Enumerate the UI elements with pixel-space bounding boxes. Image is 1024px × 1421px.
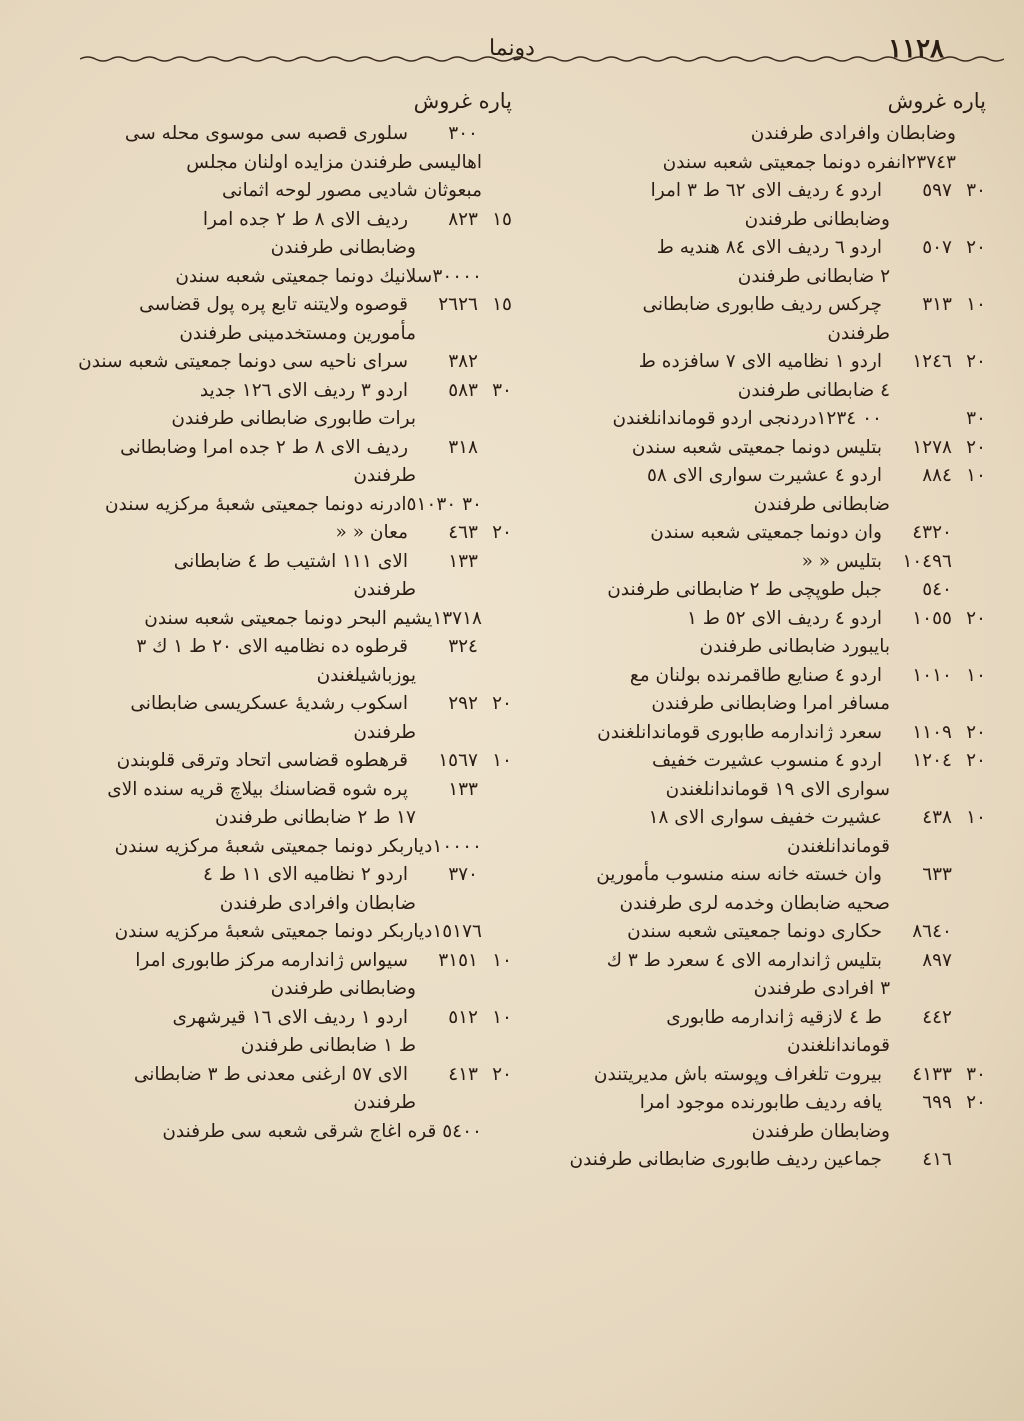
ledger-entry [530, 576, 986, 605]
entry-line [530, 605, 986, 634]
entry-line [530, 719, 986, 748]
entry-line [530, 1089, 986, 1118]
entry-amount: ٨٢٣ [448, 208, 478, 230]
entry-amount: ٥٩٧ [922, 180, 952, 201]
entry-line [62, 690, 512, 719]
entry-text: اردو ١ نظاميه الاى ٧ سافزده ط [638, 351, 882, 372]
running-title: دونما [489, 36, 535, 61]
ledger-entry [62, 177, 512, 206]
entry-para: ١٠ [492, 949, 512, 971]
entry-text: اردو ٢ نظاميه الاى ١١ ط ٤ [203, 864, 408, 885]
entry-amount: ١٥٦٧ [438, 750, 478, 771]
entry-continuation: ضابطان وافرادى طرفندن [219, 892, 416, 914]
entry-continuation: وضابطانى طرفندن [270, 978, 416, 999]
entry-text: الاى ١١١ اشتيب ط ٤ ضابطانى [173, 550, 408, 572]
ledger-entry [530, 434, 986, 463]
entry-line [530, 662, 986, 691]
entry-para: ١٥ [492, 208, 512, 230]
entry-line [62, 861, 512, 890]
entry-amount: ٦٣٣ [922, 864, 952, 885]
entry-text: رديف الاى ٨ ط ٢ جده امرا وضابطانى [120, 436, 408, 458]
entry-text: اردو ١ رديف الاى ١٦ قيرشهرى [172, 1006, 408, 1028]
entry-amount: ٥٠٧ [922, 237, 952, 258]
entry-continuation: مأمورين ومستخدمينى طرفندن [179, 322, 416, 344]
entry-amount: ٣١٣ [922, 294, 952, 315]
entry-line [530, 234, 986, 263]
ledger-entry [530, 405, 986, 434]
entry-line [62, 348, 512, 377]
ledger-entry [62, 548, 512, 605]
entry-amount: ٤٤٢ [922, 1006, 952, 1028]
entry-text: ٥٤٠٠ قره اغاج شرقى شعبه سى طرفندن [162, 1120, 482, 1142]
entry-text: قوصوه ولايتنه تابع پره پول قضاسى [139, 294, 408, 315]
entry-continuation: قوماندانلغندن [786, 1035, 890, 1056]
ledger-entry [62, 149, 512, 178]
entry-text: حكارى دونما جمعيتى شعبه سندن [627, 921, 882, 942]
ledger-entry [62, 519, 512, 548]
entry-amount: ٤١٣٣ [912, 1063, 952, 1085]
entry-text: الاى ٥٧ ارغنى معدنى ط ٣ ضابطانى [133, 1063, 408, 1085]
entry-text: اردو ٤ رديف الاى ٥٢ ط ١ [686, 607, 882, 629]
entry-amount: ١٢٧٨ [912, 436, 952, 458]
ledger-entry [530, 548, 986, 577]
entry-continuation: قوماندانلغندن [786, 835, 890, 857]
entry-line [530, 177, 986, 206]
entry-amount: ٦٩٩ [922, 1092, 952, 1113]
entry-continuation: طرفندن [353, 579, 416, 600]
entry-continuation: طرفندن [353, 1092, 416, 1113]
ledger-entry [530, 348, 986, 405]
entry-para: ١٠ [966, 807, 986, 828]
entry-amount: ٨٩٧ [922, 949, 952, 971]
entry-amount: ٣٧٠ [448, 864, 478, 885]
ledger-entry [530, 120, 986, 149]
entry-text: ط ٤ لازقيه ژاندارمه طابورى [666, 1006, 882, 1028]
entry-text: سلورى قصبه سى موسوى محله سى [124, 123, 408, 144]
entry-continuation: وضابطانى طرفندن [270, 237, 416, 258]
entry-line [62, 1004, 512, 1033]
entry-para: ٢٠ [966, 607, 986, 629]
entry-amount: ١٠١٠ [912, 664, 952, 686]
ledger-entry [530, 747, 986, 804]
entry-amount: ١٢٠٤ [912, 750, 952, 771]
entry-text: چركس رديف طابورى ضابطانى [642, 294, 882, 315]
entry-text: ٠٠ ١٢٣٤دردنجى اردو قوماندانلغندن [612, 408, 882, 429]
entry-text: ١٠٠٠٠دياربكر دونما جمعيتى شعبۀ مركزيه سندن [114, 835, 482, 857]
entry-continuation: طرفندن [353, 465, 416, 486]
entry-line [530, 434, 986, 463]
entry-line [530, 918, 986, 947]
ledger-entry [62, 1004, 512, 1061]
ledger-entry [62, 918, 512, 947]
entry-amount: ١٣٣ [448, 778, 478, 800]
ledger-entry [62, 776, 512, 833]
entry-continuation: وضابطانى طرفندن [744, 208, 890, 230]
entry-amount: ٣٨٢ [448, 351, 478, 372]
ledger-entry [530, 1004, 986, 1061]
ledger-entry [62, 747, 512, 776]
ledger-entry [530, 1146, 986, 1175]
entry-amount: ٤٦٣ [448, 522, 478, 543]
entry-text: جماعين رديف طابورى ضابطانى طرفندن [569, 1149, 882, 1170]
column-heading: پاره غروش [413, 89, 512, 113]
entry-text: رديف الاى ٨ ط ٢ جده امرا [202, 208, 408, 230]
entry-line [62, 776, 512, 805]
ledger-entry [530, 519, 986, 548]
entry-line [62, 434, 512, 463]
entry-amount: ١٢٤٦ [912, 351, 952, 372]
entry-text: اسكوب رشديۀ عسكريسى ضابطانى [130, 693, 408, 714]
entry-amount: ٢٩٢ [448, 693, 478, 714]
entry-continuation: ضابطانى طرفندن [753, 493, 890, 515]
entry-text: سيواس ژاندارمه مركز طابورى امرا [135, 949, 408, 971]
entry-continuation: صحيه ضابطان وخدمه لرى طرفندن [619, 892, 890, 914]
entry-text: بتليس دونما جمعيتى شعبه سندن [631, 436, 882, 458]
ledger-entry [62, 263, 512, 292]
ledger-entry [62, 348, 512, 377]
entry-para: ١٠ [966, 294, 986, 315]
entry-amount: ١٣٣ [448, 550, 478, 572]
entry-text: سراى ناحيه سى دونما جمعيتى شعبه سندن [78, 351, 408, 372]
entry-para: ٢٠ [966, 1092, 986, 1113]
ledger-entry [62, 633, 512, 690]
entry-text: جبل طوپچى ط ٢ ضابطانى طرفندن [607, 579, 882, 600]
entry-line [530, 861, 986, 890]
ledger-entry [530, 918, 986, 947]
entry-line [530, 576, 986, 605]
entry-para: ١٠ [492, 750, 512, 771]
right-column [530, 86, 986, 1175]
entry-amount: ٥٤٠ [922, 579, 952, 600]
entry-line [62, 947, 512, 976]
entry-text: اردو ٤ منسوب عشيرت خفيف [652, 750, 882, 771]
entry-text: سعرد ژاندارمه طابورى قوماندانلغندن [597, 721, 882, 743]
entry-para: ٢٠ [966, 721, 986, 743]
entry-para: ١٠ [492, 1006, 512, 1028]
entry-text: يافه رديف طابورنده موجود امرا [639, 1092, 882, 1113]
ledger-entry [530, 1089, 986, 1146]
ledger-entry [530, 149, 986, 178]
ledger-entry [530, 291, 986, 348]
entry-text: وان خسته خانه سنه منسوب مأمورين [596, 864, 882, 885]
entry-continuation: ٣ افرادى طرفندن [753, 978, 890, 999]
entry-continuation: بايبورد ضابطانى طرفندن [699, 636, 890, 657]
entry-amount: ٣٢٤ [448, 636, 478, 657]
entry-amount: ٣٠٠ [448, 123, 478, 144]
ledger-entry [530, 947, 986, 1004]
ledger-entry [530, 861, 986, 918]
ledger-entry [530, 719, 986, 748]
entry-text: پره شوه قضاسنك بيلاچ قريه سنده الاى [107, 778, 408, 800]
entry-line [530, 947, 986, 976]
entry-amount: ١١٠٩ [912, 721, 952, 743]
entry-amount: ١٠٥٥ [912, 607, 952, 629]
entry-text: قرهطوه قضاسى اتحاد وترقى قلوبندن [116, 750, 408, 771]
ledger-entry [62, 1061, 512, 1118]
header-wavy-rule [80, 54, 1004, 64]
entry-para: ٢٠ [966, 750, 986, 771]
ledger-entry [62, 833, 512, 862]
entry-para: ٢٠ [966, 351, 986, 372]
entry-para: ٢٠ [492, 693, 512, 714]
entry-continuation: ١٧ ط ٢ ضابطانى طرفندن [215, 807, 416, 828]
ledger-entry [530, 804, 986, 861]
ledger-entry [62, 377, 512, 434]
entry-amount: ٥٨٣ [448, 379, 478, 401]
entry-text: اهاليسى طرفندن مزايده اولنان مجلس [186, 151, 482, 173]
entry-amount: ١٠٤٩٦ [902, 550, 952, 572]
entry-text: اردو ٤ عشيرت سوارى الاى ٥٨ [646, 465, 882, 486]
entry-para: ٢٠ [966, 436, 986, 458]
entry-continuation: برات طابورى ضابطانى طرفندن [171, 408, 416, 429]
entry-continuation: ٤ ضابطانى طرفندن [737, 379, 890, 401]
right-entries [530, 120, 986, 1175]
entry-line [530, 462, 986, 491]
entry-para: ٣٠ [966, 408, 986, 429]
entry-text: اردو ٤ رديف الاى ٦٢ ط ٣ امرا [650, 180, 882, 201]
entry-line [530, 405, 986, 434]
left-column [62, 86, 512, 1146]
entry-text: بيروت تلغراف وپوسته باش مديريتندن [593, 1063, 882, 1085]
entry-line [530, 804, 986, 833]
entry-text: قرطوه ده نظاميه الاى ٢٠ ط ١ ك ٣ [136, 636, 408, 657]
entry-para: ٣٠ [492, 379, 512, 401]
entry-continuation: مسافر امرا وضابطانى طرفندن [651, 693, 890, 714]
entry-continuation: ط ١ ضابطانى طرفندن [240, 1035, 416, 1056]
entry-para: ٢٠ [492, 1063, 512, 1085]
entry-para: ١٠ [966, 465, 986, 486]
ledger-entry [62, 947, 512, 1004]
entry-text: مبعوثان شاديى مصور لوحه اثمانى [222, 180, 482, 201]
entry-text: بتليس ژاندارمه الاى ٤ سعرد ط ٣ ك [606, 949, 882, 971]
ledger-entry [530, 605, 986, 662]
entry-text: ١٥١٧٦دياربكر دونما جمعيتى شعبۀ مركزيه سندن [114, 921, 482, 942]
entry-line [62, 519, 512, 548]
entry-amount: ٤١٦ [922, 1149, 952, 1170]
ledger-entry [62, 206, 512, 263]
entry-line [62, 377, 512, 406]
entry-text: عشيرت خفيف سوارى الاى ١٨ [648, 807, 882, 828]
entry-line [62, 206, 512, 235]
entry-line [62, 120, 512, 149]
entry-amount: ٤٣٢٠ [912, 522, 952, 543]
entry-text: وضابطان وافرادى طرفندن [750, 123, 956, 144]
entry-line [62, 1061, 512, 1090]
entry-continuation: يوزباشيلغندن [316, 664, 416, 686]
entry-line [62, 747, 512, 776]
entry-text: ٣٠ ٥١٠٣٠ادرنه دونما جمعيتى شعبۀ مركزيه سندن [104, 493, 482, 515]
ledger-entry [62, 291, 512, 348]
entry-line [530, 291, 986, 320]
entry-line [530, 348, 986, 377]
ledger-entry [62, 690, 512, 747]
entry-amount: ٨٨٤ [922, 465, 952, 486]
entry-text: ٣٠٠٠٠سلانيك دونما جمعيتى شعبه سندن [175, 265, 482, 287]
column-heading: پاره غروش [887, 89, 986, 113]
entry-line [530, 1004, 986, 1033]
entry-continuation: طرفندن [827, 322, 890, 344]
entry-amount: ٤٣٨ [922, 807, 952, 828]
entry-continuation: سوارى الاى ١٩ قوماندانلغندن [665, 778, 890, 800]
ledger-entry [530, 234, 986, 291]
ledger-entry [62, 861, 512, 918]
entry-line [530, 519, 986, 548]
ledger-entry [530, 662, 986, 719]
entry-line [62, 291, 512, 320]
entry-continuation: ٢ ضابطانى طرفندن [737, 265, 890, 287]
ledger-entry [62, 491, 512, 520]
entry-para: ٣٠ [966, 180, 986, 201]
entry-amount: ٣١٨ [448, 436, 478, 458]
entry-continuation: طرفندن [353, 721, 416, 743]
entry-text: اردو ٣ رديف الاى ١٢٦ جديد [199, 379, 408, 401]
entry-amount: ٨٦٤٠ [912, 921, 952, 942]
entry-text: ١٣٧١٨يشيم البحر دونما جمعيتى شعبه سندن [144, 607, 482, 629]
ledger-entry [62, 434, 512, 491]
entry-para: ١٥ [492, 294, 512, 315]
ledger-entry [530, 177, 986, 234]
page-number: ١١٢٨ [888, 34, 944, 64]
ledger-entry [530, 1061, 986, 1090]
entry-line [62, 548, 512, 577]
entry-amount: ٤١٣ [448, 1063, 478, 1085]
entry-line [62, 633, 512, 662]
entry-text: بتليس « « [801, 550, 882, 572]
entry-amount: ٢٦٢٦ [438, 294, 478, 315]
entry-text: ٢٣٧٤٣انفره دونما جمعيتى شعبه سندن [662, 151, 956, 173]
entry-text: اردو ٦ رديف الاى ٨٤ هنديه ط [656, 237, 882, 258]
entry-para: ٣٠ [966, 1063, 986, 1085]
entry-text: اردو ٤ صنايع طاقمرنده بولنان مع [629, 664, 882, 686]
left-entries [62, 120, 512, 1146]
entry-text: معان « « [335, 522, 408, 543]
entry-amount: ٥١٢ [448, 1006, 478, 1028]
entry-continuation: وضابطان طرفندن [751, 1120, 890, 1142]
entry-para: ٢٠ [966, 237, 986, 258]
entry-amount: ٣١٥١ [438, 949, 478, 971]
entry-line [530, 1146, 986, 1175]
entry-text: وان دونما جمعيتى شعبه سندن [650, 522, 882, 543]
entry-line [530, 747, 986, 776]
entry-line [530, 548, 986, 577]
entry-line [530, 1061, 986, 1090]
ledger-entry [62, 120, 512, 149]
entry-para: ١٠ [966, 664, 986, 686]
entry-para: ٢٠ [492, 522, 512, 543]
ledger-entry [530, 462, 986, 519]
ledger-entry [62, 1118, 512, 1147]
ledger-entry [62, 605, 512, 634]
